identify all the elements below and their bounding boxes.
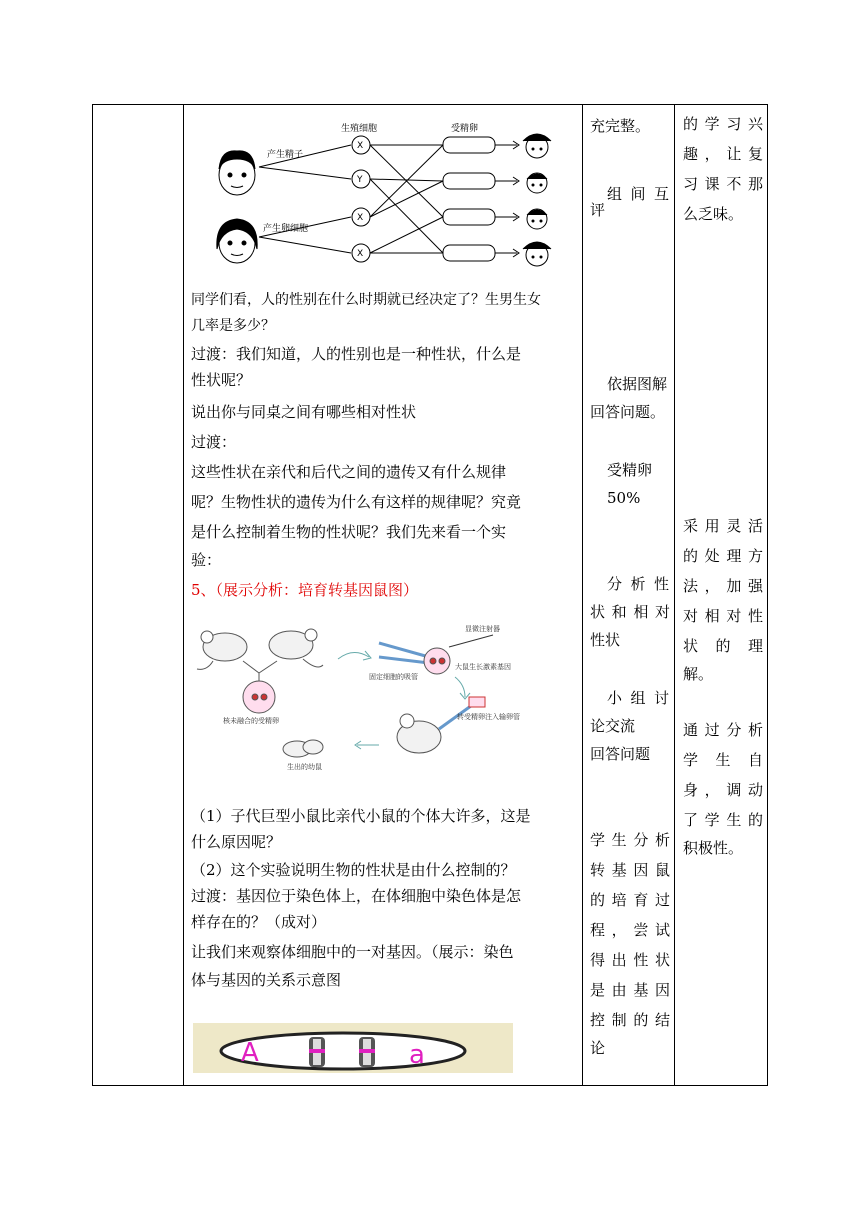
column-divider xyxy=(183,105,184,1085)
gene-label: 大鼠生长激素基因 xyxy=(455,663,511,671)
col3-line: 组间互 xyxy=(607,185,669,203)
transfer-label: 转受精卵注入输卵管 xyxy=(457,713,520,721)
col4-line: 对相对性 xyxy=(683,607,763,625)
col3-line: 回答问题 xyxy=(590,745,651,763)
unfused-egg-label: 核未融合的受精卵 xyxy=(223,717,279,725)
column-divider xyxy=(674,105,675,1085)
paragraph: 这些性状在亲代和后代之间的遗传又有什么规律 xyxy=(191,463,507,481)
col3-line: 性状 xyxy=(590,631,621,649)
col3-line: 的培育过 xyxy=(590,891,670,909)
col4-line: 的处理方 xyxy=(683,547,763,565)
column-divider xyxy=(582,105,583,1085)
col3-line: 状和相对 xyxy=(590,603,670,621)
paragraph: 验： xyxy=(191,551,222,569)
col4-line: 趣，让复 xyxy=(683,145,763,163)
sex-determination-diagram xyxy=(201,119,581,279)
question: （1）子代巨型小鼠比亲代小鼠的个体大许多，这是 xyxy=(191,807,531,825)
produce-egg-label: 产生卵细胞 xyxy=(263,224,309,234)
col4-line: 学生自 xyxy=(683,751,763,769)
question: 什么原因呢？ xyxy=(191,833,282,851)
col3-line: 50% xyxy=(607,489,641,507)
paragraph: 体与基因的关系示意图 xyxy=(191,971,342,989)
col3-line: 回答问题。 xyxy=(590,403,666,421)
col4-line: 法，加强 xyxy=(683,577,763,595)
col3-line: 论 xyxy=(590,1039,606,1057)
col3-line: 论交流 xyxy=(590,717,636,735)
zygote-label: 受精卵 xyxy=(451,124,479,134)
chromosome-label: Y xyxy=(357,175,363,185)
section-heading: 5、（展示分析：培育转基因鼠图） xyxy=(191,581,419,599)
paragraph: 同学们看，人的性别在什么时期就已经决定了？生男生女 xyxy=(191,292,541,308)
col3-line: 评 xyxy=(590,201,606,219)
paragraph: 是什么控制着生物的性状呢？我们先来看一个实 xyxy=(191,523,507,541)
col4-line: 状的理 xyxy=(683,637,763,655)
paragraph: 过渡：基因位于染色体上，在体细胞中染色体是怎 xyxy=(191,887,522,905)
col3-line: 分析性 xyxy=(607,575,669,593)
injector-label: 显微注射器 xyxy=(465,625,500,633)
col3-line: 转基因鼠 xyxy=(590,861,670,879)
paragraph: 过渡： xyxy=(191,433,237,451)
gene-allele-dominant: A xyxy=(241,1038,259,1068)
paragraph: 呢？生物性状的遗传为什么有这样的规律呢？究竟 xyxy=(191,493,522,511)
col3-line: 充完整。 xyxy=(590,117,651,135)
col4-line: 采用灵活 xyxy=(683,517,763,535)
col3-line: 学生分析 xyxy=(590,831,670,849)
lesson-table xyxy=(92,104,768,1086)
chromosome-label: X xyxy=(357,249,364,259)
col3-line: 受精卵 xyxy=(607,461,653,479)
paragraph: 说出你与同桌之间有哪些相对性状 xyxy=(191,403,417,421)
col3-line: 得出性状 xyxy=(590,951,670,969)
chromosome-label: X xyxy=(357,141,364,151)
chromosome-gene-diagram xyxy=(193,1023,513,1073)
germ-cell-label: 生殖细胞 xyxy=(341,124,378,134)
col3-line: 程，尝试 xyxy=(590,921,670,939)
col4-line: 身，调动 xyxy=(683,781,763,799)
col3-line: 依据图解 xyxy=(607,375,668,393)
born-mice-label: 生出的幼鼠 xyxy=(287,763,322,771)
gene-allele-recessive: a xyxy=(409,1040,425,1070)
paragraph: 几率是多少？ xyxy=(191,318,275,334)
col3-line: 是由基因 xyxy=(590,981,670,999)
col4-line: 了学生的 xyxy=(683,811,763,829)
col4-line: 么乏味。 xyxy=(683,205,744,223)
question: （2）这个实验说明生物的性状是由什么控制的？ xyxy=(191,861,516,879)
col3-line: 控制的结 xyxy=(590,1011,670,1029)
produce-sperm-label: 产生精子 xyxy=(267,150,304,160)
paragraph: 样存在的？（成对） xyxy=(191,913,327,931)
col4-line: 习课不那 xyxy=(683,175,763,193)
col4-line: 解。 xyxy=(683,665,714,683)
paragraph: 让我们来观察体细胞中的一对基因。（展示：染色 xyxy=(191,943,514,961)
paragraph: 性状呢？ xyxy=(191,371,252,389)
transgenic-mouse-diagram xyxy=(193,617,533,777)
pipette-label: 固定细胞的吸管 xyxy=(369,673,418,681)
chromosome-label: X xyxy=(357,213,364,223)
col4-line: 通过分析 xyxy=(683,721,763,739)
col4-line: 的学习兴 xyxy=(683,115,763,133)
col3-line: 小组讨 xyxy=(607,689,669,707)
col4-line: 积极性。 xyxy=(683,839,744,857)
paragraph: 过渡：我们知道，人的性别也是一种性状，什么是 xyxy=(191,345,522,363)
